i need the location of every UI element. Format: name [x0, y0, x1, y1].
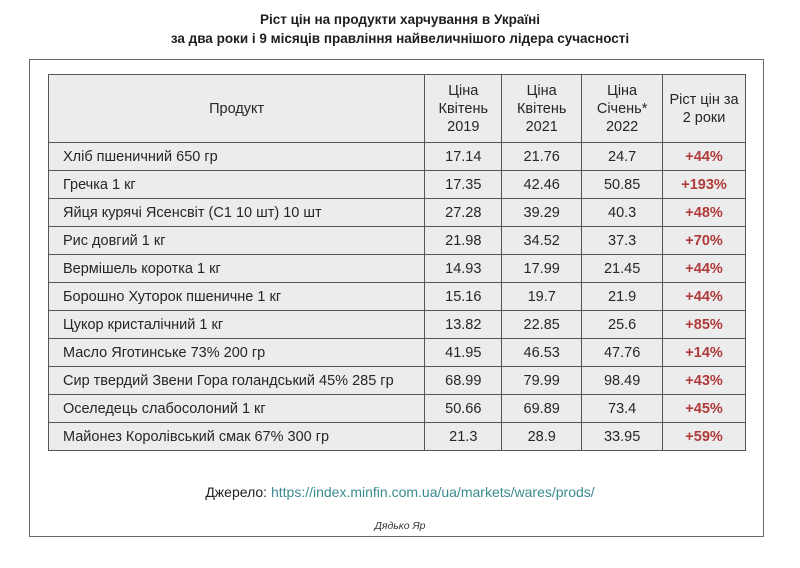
header-growth: Ріст цін за 2 роки — [663, 75, 746, 143]
cell-growth: +59% — [663, 423, 746, 451]
cell-price-2022: 98.49 — [582, 367, 663, 395]
table-row — [49, 255, 746, 283]
cell-growth: +43% — [663, 367, 746, 395]
table-row — [49, 423, 746, 451]
cell-price-2021: 28.9 — [502, 423, 582, 451]
cell-price-2022: 24.7 — [582, 143, 663, 171]
header-price-2021: Ціна Квітень 2021 — [502, 75, 582, 143]
cell-product: Борошно Хуторок пшеничне 1 кг — [49, 283, 425, 311]
table-row — [49, 367, 746, 395]
price-table — [48, 74, 746, 451]
page-title — [0, 10, 800, 48]
cell-price-2019: 68.99 — [425, 367, 502, 395]
table-row — [49, 171, 746, 199]
title-line-1: Ріст цін на продукти харчування в Україні — [259, 12, 541, 27]
cell-growth: +70% — [663, 227, 746, 255]
table-row — [49, 395, 746, 423]
cell-price-2022: 21.9 — [582, 283, 663, 311]
table-row — [49, 199, 746, 227]
cell-price-2022: 37.3 — [582, 227, 663, 255]
table-row — [49, 143, 746, 171]
cell-price-2022: 25.6 — [582, 311, 663, 339]
table-row — [49, 283, 746, 311]
cell-growth: +45% — [663, 395, 746, 423]
cell-growth: +44% — [663, 283, 746, 311]
table-row — [49, 227, 746, 255]
cell-growth: +193% — [663, 171, 746, 199]
cell-growth: +44% — [663, 143, 746, 171]
cell-product: Сир твердий Звени Гора голандський 45% 285 гр — [49, 367, 425, 395]
cell-price-2019: 14.93 — [425, 255, 502, 283]
cell-product: Масло Яготинське 73% 200 гр — [49, 339, 425, 367]
cell-growth: +85% — [663, 311, 746, 339]
cell-price-2022: 47.76 — [582, 339, 663, 367]
cell-price-2021: 21.76 — [502, 143, 582, 171]
cell-product: Цукор кристалічний 1 кг — [49, 311, 425, 339]
header-price-2019: Ціна Квітень 2019 — [425, 75, 502, 143]
cell-product: Вермішель коротка 1 кг — [49, 255, 425, 283]
cell-price-2021: 46.53 — [502, 339, 582, 367]
cell-price-2021: 17.99 — [502, 255, 582, 283]
cell-price-2022: 40.3 — [582, 199, 663, 227]
table-header-row — [49, 75, 746, 143]
cell-product: Гречка 1 кг — [49, 171, 425, 199]
cell-price-2021: 42.46 — [502, 171, 582, 199]
signature: Дядько Яр — [374, 520, 426, 532]
cell-price-2019: 21.3 — [425, 423, 502, 451]
cell-product: Оселедець слабосолоний 1 кг — [49, 395, 425, 423]
cell-growth: +14% — [663, 339, 746, 367]
table-row — [49, 311, 746, 339]
cell-price-2019: 17.35 — [425, 171, 502, 199]
cell-price-2019: 15.16 — [425, 283, 502, 311]
cell-price-2021: 19.7 — [502, 283, 582, 311]
cell-price-2021: 79.99 — [502, 367, 582, 395]
cell-product: Майонез Королівський смак 67% 300 гр — [49, 423, 425, 451]
cell-growth: +48% — [663, 199, 746, 227]
title-line-2: за два роки і 9 місяців правління найвеличнішого лідера сучасності — [170, 31, 630, 46]
cell-price-2022: 50.85 — [582, 171, 663, 199]
cell-price-2021: 34.52 — [502, 227, 582, 255]
header-price-2022: Ціна Січень* 2022 — [582, 75, 663, 143]
cell-price-2019: 17.14 — [425, 143, 502, 171]
cell-price-2019: 41.95 — [425, 339, 502, 367]
source-line — [0, 484, 800, 500]
source-link[interactable]: https://index.minfin.com.ua/ua/markets/wares/prods/ — [270, 484, 595, 500]
cell-price-2021: 22.85 — [502, 311, 582, 339]
cell-price-2021: 69.89 — [502, 395, 582, 423]
cell-price-2019: 27.28 — [425, 199, 502, 227]
cell-price-2022: 73.4 — [582, 395, 663, 423]
cell-price-2021: 39.29 — [502, 199, 582, 227]
cell-price-2019: 13.82 — [425, 311, 502, 339]
cell-price-2022: 33.95 — [582, 423, 663, 451]
cell-product: Хліб пшеничний 650 гр — [49, 143, 425, 171]
cell-price-2022: 21.45 — [582, 255, 663, 283]
cell-product: Яйця курячі Ясенсвіт (С1 10 шт) 10 шт — [49, 199, 425, 227]
cell-product: Рис довгий 1 кг — [49, 227, 425, 255]
cell-price-2019: 21.98 — [425, 227, 502, 255]
header-product: Продукт — [49, 75, 425, 143]
table-row — [49, 339, 746, 367]
cell-growth: +44% — [663, 255, 746, 283]
source-label: Джерело: — [205, 484, 268, 500]
cell-price-2019: 50.66 — [425, 395, 502, 423]
